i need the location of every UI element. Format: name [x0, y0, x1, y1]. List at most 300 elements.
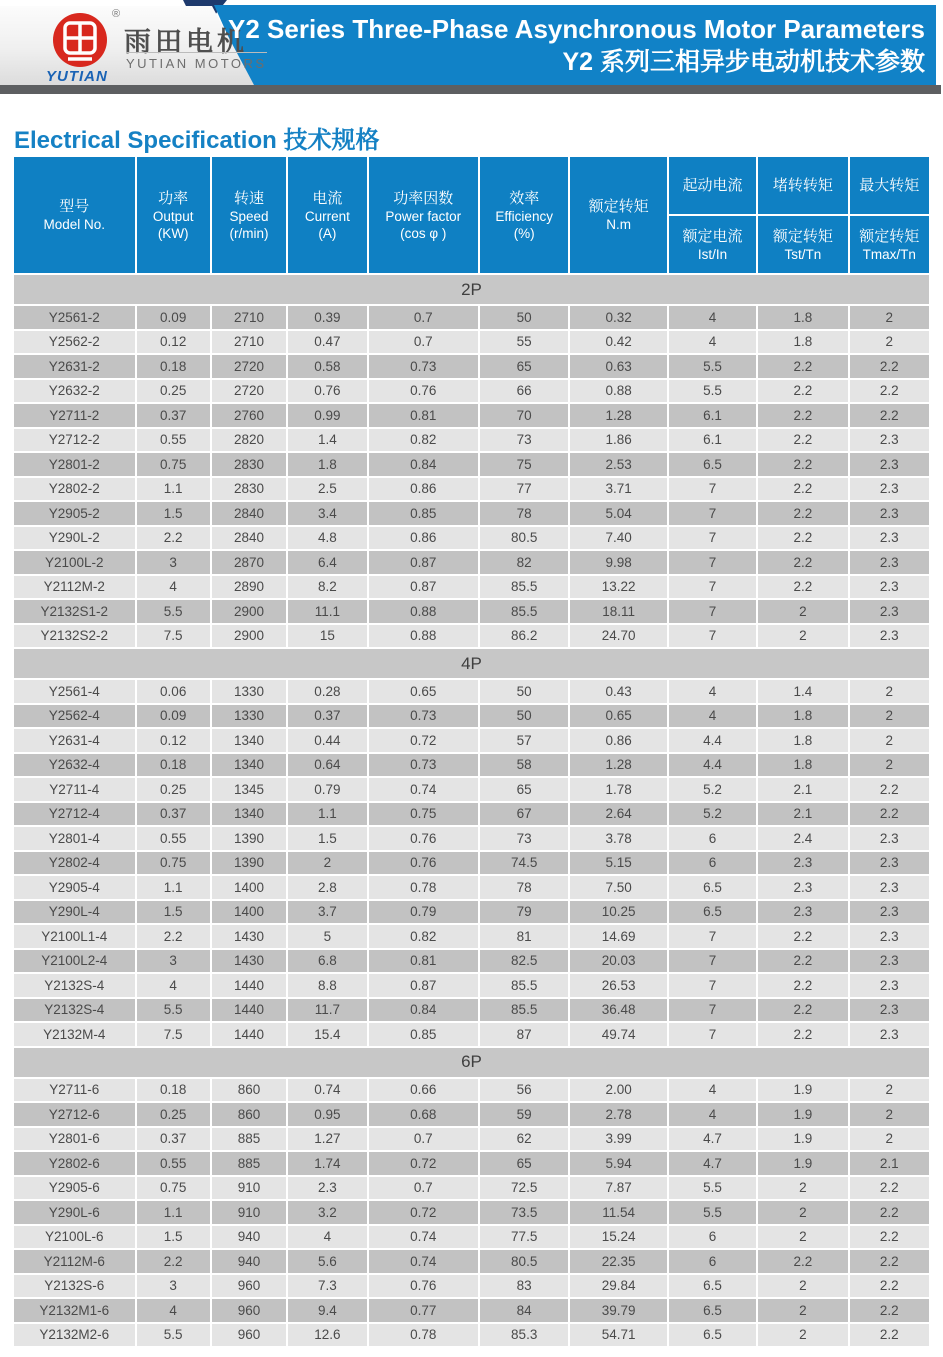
value-cell: 2720	[212, 380, 286, 403]
value-cell: 78	[480, 502, 568, 525]
value-cell: 15.24	[570, 1226, 666, 1249]
value-cell: 1.28	[570, 404, 666, 427]
table-row	[14, 1079, 929, 1102]
value-cell: 2	[758, 1226, 847, 1249]
value-cell: 7.87	[570, 1177, 666, 1200]
value-cell: 2.2	[758, 925, 847, 948]
value-cell: 39.79	[570, 1299, 666, 1322]
value-cell: 0.79	[369, 901, 478, 924]
value-cell: 7	[669, 527, 756, 550]
value-cell: 2.2	[850, 803, 929, 826]
value-cell: 2710	[212, 331, 286, 354]
table-row	[14, 502, 929, 525]
value-cell: 2.8	[288, 876, 366, 899]
value-cell: 7	[669, 551, 756, 574]
value-cell: 5.5	[137, 600, 210, 623]
model-cell: Y2100L-6	[14, 1226, 135, 1249]
value-cell: 85.5	[480, 974, 568, 997]
value-cell: 50	[480, 705, 568, 728]
brand-name-en: YUTIAN MOTORS	[126, 52, 267, 71]
value-cell: 5.04	[570, 502, 666, 525]
value-cell: 2.1	[758, 803, 847, 826]
value-cell: 2	[850, 1079, 929, 1102]
value-cell: 4	[137, 974, 210, 997]
value-cell: 0.47	[288, 331, 366, 354]
value-cell: 2.3	[850, 502, 929, 525]
value-cell: 2	[850, 680, 929, 703]
value-cell: 1430	[212, 950, 286, 973]
table-row	[14, 729, 929, 752]
value-cell: 2.3	[758, 876, 847, 899]
value-cell: 0.73	[369, 754, 478, 777]
table-row	[14, 1226, 929, 1249]
value-cell: 4.4	[669, 729, 756, 752]
value-cell: 0.43	[570, 680, 666, 703]
value-cell: 4	[669, 306, 756, 329]
value-cell: 0.85	[369, 1023, 478, 1046]
col-header-speed	[212, 157, 286, 273]
value-cell: 0.64	[288, 754, 366, 777]
section-band-label: 2P	[14, 275, 929, 304]
value-cell: 1.4	[288, 429, 366, 452]
col-header-current	[288, 157, 366, 273]
value-cell: 14.69	[570, 925, 666, 948]
model-cell: Y2132S1-2	[14, 600, 135, 623]
value-cell: 0.74	[369, 1226, 478, 1249]
value-cell: 2.3	[850, 478, 929, 501]
value-cell: 7	[669, 950, 756, 973]
value-cell: 2.2	[758, 974, 847, 997]
value-cell: 960	[212, 1324, 286, 1347]
table-row	[14, 1275, 929, 1298]
col-istin-top: 起动电流	[682, 177, 743, 194]
value-cell: 7.5	[137, 1023, 210, 1046]
value-cell: 86.2	[480, 625, 568, 648]
value-cell: 2.2	[758, 478, 847, 501]
value-cell: 2.3	[850, 527, 929, 550]
value-cell: 7	[669, 625, 756, 648]
value-cell: 3.99	[570, 1128, 666, 1151]
model-cell: Y2802-4	[14, 852, 135, 875]
value-cell: 2900	[212, 600, 286, 623]
col-torque-unit: N.m	[606, 217, 631, 232]
value-cell: 18.11	[570, 600, 666, 623]
value-cell: 0.37	[137, 1128, 210, 1151]
model-cell: Y2100L-2	[14, 551, 135, 574]
value-cell: 0.75	[137, 852, 210, 875]
value-cell: 2.3	[850, 974, 929, 997]
model-cell: Y2711-2	[14, 404, 135, 427]
value-cell: 1.27	[288, 1128, 366, 1151]
value-cell: 81	[480, 925, 568, 948]
value-cell: 1400	[212, 876, 286, 899]
model-cell: Y2562-4	[14, 705, 135, 728]
value-cell: 74.5	[480, 852, 568, 875]
model-cell: Y2100L1-4	[14, 925, 135, 948]
value-cell: 0.09	[137, 705, 210, 728]
value-cell: 2.2	[850, 778, 929, 801]
page-title-en: Y2 Series Three-Phase Asynchronous Motor Parameters	[228, 14, 925, 44]
value-cell: 3.71	[570, 478, 666, 501]
value-cell: 0.75	[369, 803, 478, 826]
value-cell: 6	[669, 1226, 756, 1249]
value-cell: 2870	[212, 551, 286, 574]
value-cell: 1345	[212, 778, 286, 801]
value-cell: 2.3	[850, 453, 929, 476]
value-cell: 0.76	[369, 852, 478, 875]
value-cell: 7	[669, 600, 756, 623]
value-cell: 5.94	[570, 1152, 666, 1175]
value-cell: 0.7	[369, 1177, 478, 1200]
value-cell: 58	[480, 754, 568, 777]
value-cell: 1.9	[758, 1128, 847, 1151]
col-header-max-torque	[850, 157, 929, 214]
value-cell: 2.2	[850, 404, 929, 427]
value-cell: 0.87	[369, 551, 478, 574]
col-header-locked-torque	[758, 157, 847, 214]
col-output-en: Output	[152, 208, 194, 224]
value-cell: 2.2	[137, 1250, 210, 1273]
value-cell: 7	[669, 1023, 756, 1046]
model-cell: Y2711-6	[14, 1079, 135, 1102]
table-row	[14, 429, 929, 452]
value-cell: 2	[850, 1128, 929, 1151]
table-row	[14, 778, 929, 801]
value-cell: 0.81	[369, 950, 478, 973]
value-cell: 2	[850, 306, 929, 329]
value-cell: 0.74	[369, 1250, 478, 1273]
value-cell: 50	[480, 680, 568, 703]
value-cell: 3.7	[288, 901, 366, 924]
value-cell: 4.4	[669, 754, 756, 777]
table-row	[14, 1250, 929, 1273]
value-cell: 5.5	[137, 999, 210, 1022]
col-current-unit: (A)	[318, 225, 337, 241]
value-cell: 6.4	[288, 551, 366, 574]
table-row	[14, 827, 929, 850]
model-cell: Y2905-2	[14, 502, 135, 525]
value-cell: 0.86	[570, 729, 666, 752]
model-cell: Y2132S-4	[14, 974, 135, 997]
value-cell: 5.2	[669, 778, 756, 801]
model-cell: Y2711-4	[14, 778, 135, 801]
value-cell: 2.3	[850, 600, 929, 623]
value-cell: 2830	[212, 453, 286, 476]
col-eff-en: Efficiency	[495, 208, 553, 224]
value-cell: 0.44	[288, 729, 366, 752]
value-cell: 20.03	[570, 950, 666, 973]
col-header-istin	[669, 216, 756, 273]
value-cell: 73.5	[480, 1201, 568, 1224]
model-cell: Y2562-2	[14, 331, 135, 354]
table-row	[14, 1152, 929, 1175]
table-row	[14, 551, 929, 574]
value-cell: 49.74	[570, 1023, 666, 1046]
value-cell: 0.7	[369, 306, 478, 329]
value-cell: 2.3	[850, 551, 929, 574]
company-logo	[40, 8, 267, 85]
col-tmaxtn-ratio: Tmax/Tn	[862, 246, 916, 262]
value-cell: 2.78	[570, 1103, 666, 1126]
value-cell: 80.5	[480, 1250, 568, 1273]
value-cell: 6.5	[669, 1299, 756, 1322]
value-cell: 5.5	[669, 1177, 756, 1200]
value-cell: 3.2	[288, 1201, 366, 1224]
value-cell: 0.87	[369, 974, 478, 997]
value-cell: 77.5	[480, 1226, 568, 1249]
value-cell: 960	[212, 1275, 286, 1298]
value-cell: 1340	[212, 803, 286, 826]
value-cell: 0.18	[137, 754, 210, 777]
value-cell: 2	[288, 852, 366, 875]
value-cell: 0.25	[137, 1103, 210, 1126]
value-cell: 7	[669, 576, 756, 599]
value-cell: 72.5	[480, 1177, 568, 1200]
value-cell: 0.85	[369, 502, 478, 525]
value-cell: 0.7	[369, 1128, 478, 1151]
value-cell: 59	[480, 1103, 568, 1126]
value-cell: 885	[212, 1128, 286, 1151]
col-header-starting-current	[669, 157, 756, 214]
table-row	[14, 625, 929, 648]
col-tmaxtn-top: 最大转矩	[859, 177, 920, 194]
header-titles	[228, 12, 925, 79]
value-cell: 7	[669, 974, 756, 997]
model-cell: Y2801-2	[14, 453, 135, 476]
col-istin-cn: 额定电流	[682, 227, 743, 245]
value-cell: 1.4	[758, 680, 847, 703]
value-cell: 2760	[212, 404, 286, 427]
value-cell: 0.73	[369, 705, 478, 728]
table-row	[14, 876, 929, 899]
value-cell: 2.2	[758, 502, 847, 525]
value-cell: 0.25	[137, 778, 210, 801]
value-cell: 9.4	[288, 1299, 366, 1322]
value-cell: 2.2	[758, 1023, 847, 1046]
value-cell: 0.37	[137, 404, 210, 427]
col-model-en: Model No.	[43, 217, 106, 232]
value-cell: 65	[480, 778, 568, 801]
value-cell: 4.7	[669, 1152, 756, 1175]
col-speed-unit: (r/min)	[229, 225, 269, 241]
table-row	[14, 1324, 929, 1347]
brand-wordmark: YUTIAN	[46, 68, 108, 85]
model-cell: Y2631-2	[14, 355, 135, 378]
value-cell: 0.42	[570, 331, 666, 354]
model-cell: Y2905-4	[14, 876, 135, 899]
model-cell: Y2632-4	[14, 754, 135, 777]
value-cell: 0.72	[369, 1201, 478, 1224]
value-cell: 0.25	[137, 380, 210, 403]
value-cell: 7	[669, 478, 756, 501]
section-band-row	[14, 649, 929, 678]
section-band-row	[14, 1048, 929, 1077]
value-cell: 1.5	[137, 901, 210, 924]
value-cell: 3.4	[288, 502, 366, 525]
col-header-tsttn	[758, 216, 847, 273]
value-cell: 0.06	[137, 680, 210, 703]
value-cell: 0.86	[369, 527, 478, 550]
col-output-unit: (KW)	[157, 225, 189, 241]
value-cell: 2.3	[850, 950, 929, 973]
value-cell: 2.3	[850, 827, 929, 850]
section-band-label: 6P	[14, 1048, 929, 1077]
value-cell: 1400	[212, 901, 286, 924]
value-cell: 75	[480, 453, 568, 476]
model-cell: Y2132S-6	[14, 1275, 135, 1298]
value-cell: 0.84	[369, 453, 478, 476]
col-tsttn-ratio: Tst/Tn	[784, 246, 822, 262]
table-row	[14, 1299, 929, 1322]
value-cell: 2.2	[758, 576, 847, 599]
value-cell: 73	[480, 827, 568, 850]
value-cell: 0.55	[137, 827, 210, 850]
value-cell: 85.3	[480, 1324, 568, 1347]
value-cell: 78	[480, 876, 568, 899]
value-cell: 0.75	[137, 1177, 210, 1200]
value-cell: 885	[212, 1152, 286, 1175]
value-cell: 1.8	[758, 306, 847, 329]
table-row	[14, 404, 929, 427]
value-cell: 0.77	[369, 1299, 478, 1322]
value-cell: 2.2	[850, 1250, 929, 1273]
table-header-row-1	[14, 157, 929, 214]
value-cell: 2.4	[758, 827, 847, 850]
value-cell: 36.48	[570, 999, 666, 1022]
value-cell: 13.22	[570, 576, 666, 599]
col-eff-cn: 效率	[509, 189, 540, 207]
value-cell: 1.5	[288, 827, 366, 850]
value-cell: 5.5	[669, 380, 756, 403]
col-istin-ratio: Ist/In	[697, 246, 728, 262]
value-cell: 0.18	[137, 355, 210, 378]
value-cell: 0.74	[369, 778, 478, 801]
value-cell: 0.82	[369, 925, 478, 948]
value-cell: 50	[480, 306, 568, 329]
value-cell: 4	[137, 576, 210, 599]
value-cell: 85.5	[480, 576, 568, 599]
value-cell: 0.37	[288, 705, 366, 728]
value-cell: 0.82	[369, 429, 478, 452]
value-cell: 2.3	[850, 852, 929, 875]
value-cell: 5.5	[669, 1201, 756, 1224]
value-cell: 4	[288, 1226, 366, 1249]
value-cell: 2820	[212, 429, 286, 452]
value-cell: 1.5	[137, 1226, 210, 1249]
value-cell: 0.78	[369, 876, 478, 899]
model-cell: Y2132S-4	[14, 999, 135, 1022]
col-header-powerfactor	[369, 157, 478, 273]
table-row	[14, 1201, 929, 1224]
value-cell: 2.2	[758, 404, 847, 427]
value-cell: 910	[212, 1177, 286, 1200]
table-row	[14, 974, 929, 997]
col-header-tmaxtn	[850, 216, 929, 273]
table-row	[14, 453, 929, 476]
value-cell: 1390	[212, 827, 286, 850]
table-row	[14, 925, 929, 948]
value-cell: 1.1	[137, 478, 210, 501]
value-cell: 0.73	[369, 355, 478, 378]
value-cell: 73	[480, 429, 568, 452]
value-cell: 2.2	[850, 1226, 929, 1249]
col-tsttn-top: 堵转转矩	[772, 177, 833, 194]
value-cell: 1.1	[137, 876, 210, 899]
model-cell: Y2132S2-2	[14, 625, 135, 648]
value-cell: 2.1	[850, 1152, 929, 1175]
col-pf-unit: (cos φ )	[400, 225, 447, 241]
value-cell: 2	[850, 729, 929, 752]
model-cell: Y2632-2	[14, 380, 135, 403]
table-row	[14, 1177, 929, 1200]
value-cell: 2	[758, 1177, 847, 1200]
value-cell: 2840	[212, 527, 286, 550]
value-cell: 2	[850, 331, 929, 354]
value-cell: 1.74	[288, 1152, 366, 1175]
value-cell: 2.2	[758, 551, 847, 574]
value-cell: 83	[480, 1275, 568, 1298]
value-cell: 5.15	[570, 852, 666, 875]
value-cell: 2	[758, 1201, 847, 1224]
value-cell: 2.2	[850, 1201, 929, 1224]
table-row	[14, 803, 929, 826]
value-cell: 2.2	[758, 380, 847, 403]
value-cell: 7	[669, 999, 756, 1022]
value-cell: 2.2	[137, 925, 210, 948]
value-cell: 0.75	[137, 453, 210, 476]
table-row	[14, 999, 929, 1022]
table-row	[14, 576, 929, 599]
value-cell: 1.9	[758, 1103, 847, 1126]
table-row	[14, 1023, 929, 1046]
value-cell: 0.88	[570, 380, 666, 403]
value-cell: 57	[480, 729, 568, 752]
value-cell: 0.76	[369, 380, 478, 403]
value-cell: 0.12	[137, 331, 210, 354]
value-cell: 2	[758, 1275, 847, 1298]
value-cell: 1.78	[570, 778, 666, 801]
value-cell: 0.86	[369, 478, 478, 501]
model-cell: Y290L-6	[14, 1201, 135, 1224]
model-cell: Y2712-6	[14, 1103, 135, 1126]
model-cell: Y2561-4	[14, 680, 135, 703]
model-cell: Y2905-6	[14, 1177, 135, 1200]
value-cell: 4	[669, 1079, 756, 1102]
value-cell: 82.5	[480, 950, 568, 973]
model-cell: Y2712-4	[14, 803, 135, 826]
model-cell: Y2712-2	[14, 429, 135, 452]
value-cell: 15	[288, 625, 366, 648]
table-row	[14, 680, 929, 703]
value-cell: 11.54	[570, 1201, 666, 1224]
section-title-en: Electrical Specification	[14, 127, 277, 154]
value-cell: 1.28	[570, 754, 666, 777]
header-bottom-bar	[0, 85, 941, 94]
value-cell: 2.3	[758, 852, 847, 875]
value-cell: 3	[137, 551, 210, 574]
value-cell: 2.2	[758, 999, 847, 1022]
value-cell: 85.5	[480, 600, 568, 623]
model-cell: Y2631-4	[14, 729, 135, 752]
value-cell: 2.2	[850, 380, 929, 403]
value-cell: 0.88	[369, 625, 478, 648]
model-cell: Y2561-2	[14, 306, 135, 329]
value-cell: 1.86	[570, 429, 666, 452]
value-cell: 0.58	[288, 355, 366, 378]
table-row	[14, 355, 929, 378]
value-cell: 0.79	[288, 778, 366, 801]
section-band-row	[14, 275, 929, 304]
